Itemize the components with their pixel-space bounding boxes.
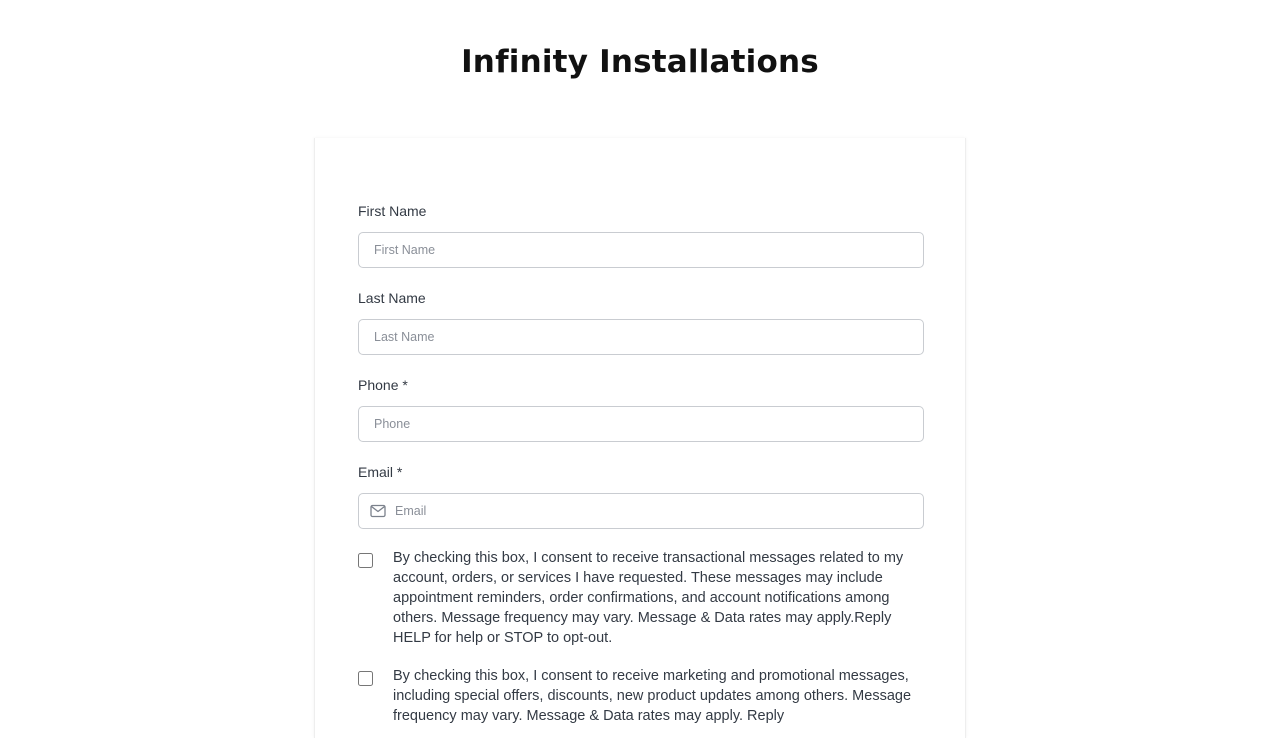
page-title: Infinity Installations	[461, 44, 819, 80]
consent-transactional-checkbox[interactable]	[358, 553, 373, 568]
phone-input[interactable]	[358, 406, 924, 442]
phone-label: Phone *	[358, 377, 408, 393]
first-name-input[interactable]	[358, 232, 924, 268]
email-field	[358, 493, 924, 529]
email-label: Email *	[358, 464, 403, 480]
contact-form-card	[314, 138, 966, 738]
email-input[interactable]	[358, 493, 924, 529]
consent-marketing-text: By checking this box, I consent to receive marketing and promotional messages, including special offers, discounts, new product updates among others. Message frequency may vary. Message & Data rates may apply. Reply	[393, 668, 912, 724]
last-name-label: Last Name	[358, 290, 426, 306]
last-name-input[interactable]	[358, 319, 924, 355]
consent-transactional-text: By checking this box, I consent to receive transactional messages related to my account, orders, or services I have requested. These messages may include appointment reminders, order confirmations, and account notifications among others. Message frequency may vary. Message & Data rates may apply.Reply HELP for help or STOP to opt-out.	[393, 550, 904, 646]
mail-icon	[370, 504, 386, 518]
first-name-label: First Name	[358, 203, 427, 219]
consent-marketing-checkbox[interactable]	[358, 671, 373, 686]
